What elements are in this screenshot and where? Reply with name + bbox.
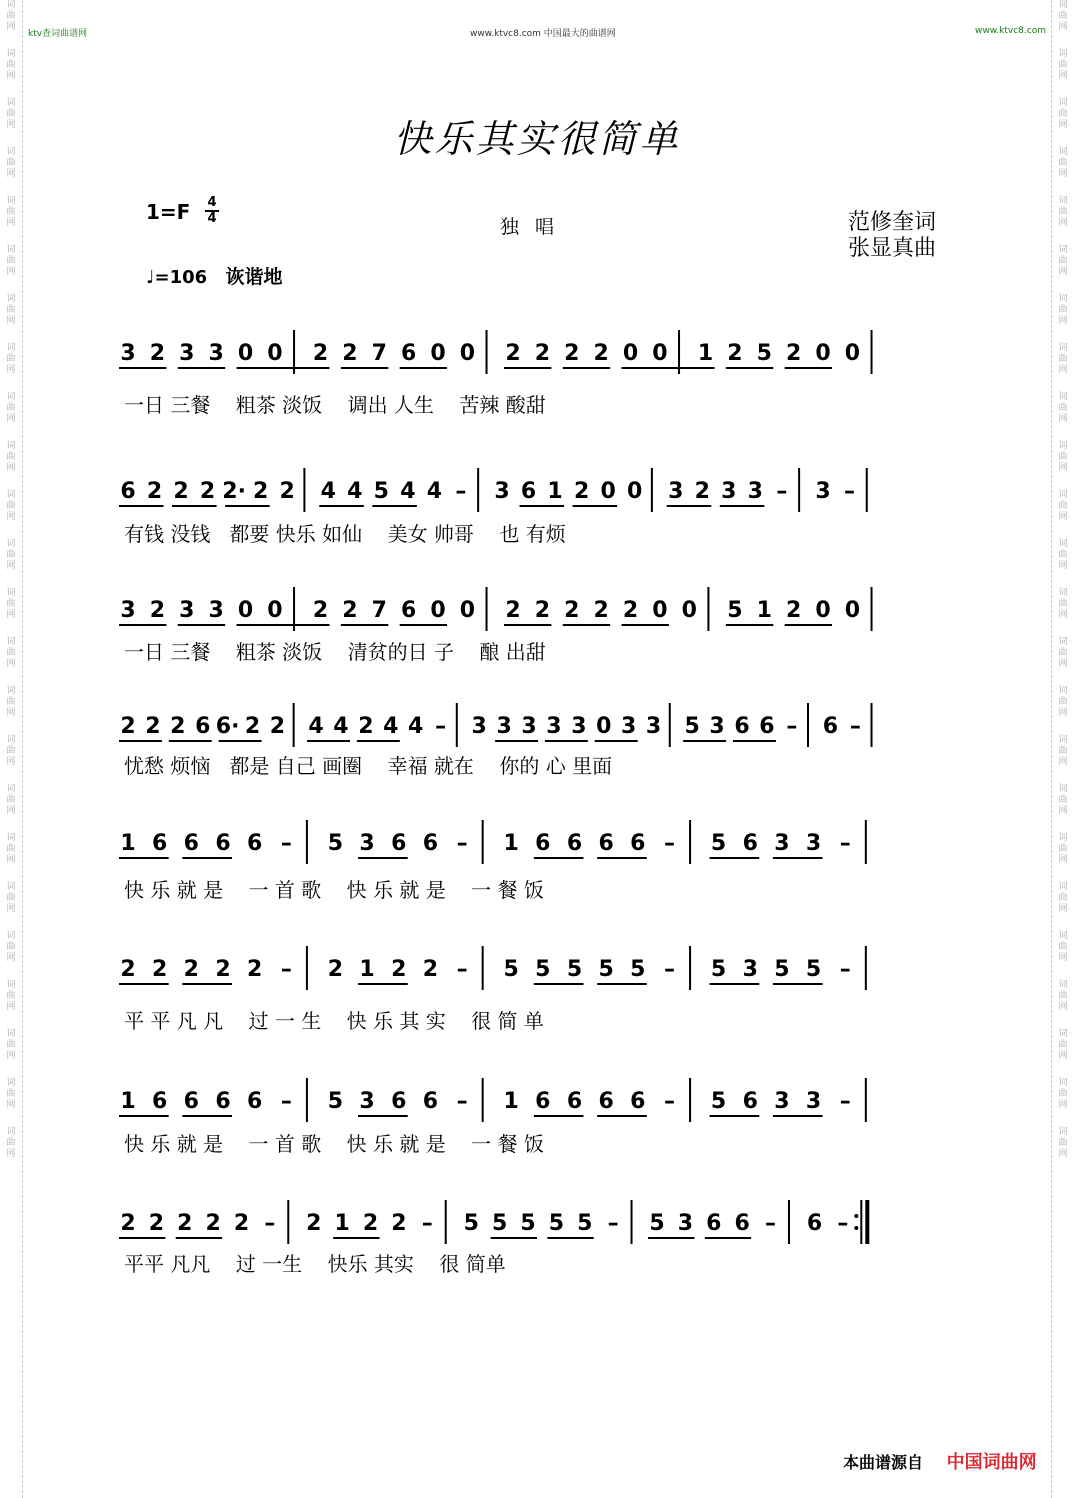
note: 1 xyxy=(334,1211,350,1236)
edge-stamp: 词曲网 xyxy=(1058,588,1068,620)
note: 3 xyxy=(621,714,637,739)
note: – xyxy=(664,957,675,982)
edge-stamp: 词曲网 xyxy=(6,196,16,228)
note: 2 xyxy=(391,1211,407,1236)
note: 2 xyxy=(149,598,166,623)
edge-stamp: 词曲网 xyxy=(6,294,16,326)
note: 4 xyxy=(426,479,443,504)
note: 2 xyxy=(342,341,358,366)
note: 7 xyxy=(371,341,387,366)
note: 2 xyxy=(148,1211,165,1236)
note: 3 xyxy=(494,479,510,504)
note: 2 xyxy=(534,341,551,366)
footer-brand: 中国词曲网 xyxy=(946,1452,1037,1473)
note: – xyxy=(421,1211,433,1236)
note: 0 xyxy=(681,598,697,623)
note: 6 xyxy=(598,1089,614,1114)
note: 4 xyxy=(347,479,363,504)
edge-stamp: 词曲网 xyxy=(6,98,16,130)
note: 2 xyxy=(534,598,551,623)
lyric-line: 快 乐 就 是 一 首 歌 快 乐 就 是 一 餐 饭 xyxy=(124,878,544,902)
note: 5 xyxy=(503,957,519,982)
key-signature: 1=F xyxy=(146,200,191,224)
note: – xyxy=(776,479,788,504)
note: 5 xyxy=(710,1089,727,1114)
time-signature-top: 4 xyxy=(207,195,217,210)
note: 5 xyxy=(327,1089,344,1114)
note: 4 xyxy=(400,479,416,504)
edge-stamp: 词曲网 xyxy=(1058,882,1068,914)
note: 2 xyxy=(149,341,166,366)
note: – xyxy=(664,1089,675,1114)
note: 4 xyxy=(320,479,336,504)
note: 6 xyxy=(215,831,231,856)
note: – xyxy=(839,957,851,982)
header-center-text: www.ktvc8.com 中国最大的曲谱网 xyxy=(470,29,616,39)
note: 3 xyxy=(179,598,195,623)
note: – xyxy=(435,714,447,739)
lyric-line: 一日 三餐 粗茶 淡饭 清贫的日 子 酿 出甜 xyxy=(124,640,546,664)
composer: 张显真曲 xyxy=(848,236,937,261)
note: 6 xyxy=(734,1211,750,1236)
note: 0 xyxy=(815,341,831,366)
note: 2 xyxy=(327,957,344,982)
note: 5 xyxy=(756,341,772,366)
lyric-line: 平 平 凡 凡 过 一 生 快 乐 其 实 很 简 单 xyxy=(124,1009,544,1033)
note: 0 xyxy=(600,479,616,504)
note: 6 xyxy=(215,1089,231,1114)
edge-stamp: 词曲网 xyxy=(1058,245,1068,277)
edge-stamp: 词曲网 xyxy=(6,833,16,865)
note: 0 xyxy=(626,479,643,504)
edge-stamp: 词曲网 xyxy=(1058,196,1068,228)
note: 2 xyxy=(177,1211,193,1236)
note: 0 xyxy=(652,598,668,623)
note: 6 xyxy=(734,714,750,739)
note: 2 xyxy=(233,1211,250,1236)
note: 2 xyxy=(694,479,710,504)
note: 2 xyxy=(358,714,374,739)
note: 6 xyxy=(630,831,646,856)
note: 5 xyxy=(577,1211,593,1236)
header-right-site: www.ktvc8.com xyxy=(975,26,1046,36)
note: 3 xyxy=(359,831,375,856)
note: 3 xyxy=(774,1089,790,1114)
note: 6· xyxy=(215,714,240,739)
note: 3 xyxy=(120,341,136,366)
note: – xyxy=(839,1089,851,1114)
note: 6 xyxy=(706,1211,722,1236)
edge-stamp: 词曲网 xyxy=(6,49,16,81)
edge-stamp: 词曲网 xyxy=(6,882,16,914)
note: 2 xyxy=(152,957,168,982)
note: 2 xyxy=(593,341,609,366)
note: 0 xyxy=(844,341,861,366)
edge-stamp: 词曲网 xyxy=(6,1078,16,1110)
note: 2 xyxy=(593,598,609,623)
note: – xyxy=(786,714,798,739)
edge-stamp: 词曲网 xyxy=(6,637,16,669)
note: 1 xyxy=(120,1089,136,1114)
note: 6 xyxy=(535,831,551,856)
repeat-dot xyxy=(854,1226,858,1230)
note: 5 xyxy=(535,957,551,982)
note: 3 xyxy=(571,714,587,739)
note: 6 xyxy=(566,1089,583,1114)
note: 5 xyxy=(710,957,727,982)
note: 2 xyxy=(573,479,590,504)
note: 6 xyxy=(152,831,168,856)
repeat-dot xyxy=(854,1214,858,1218)
note: 6 xyxy=(806,1211,823,1236)
note: 1 xyxy=(756,598,772,623)
note: 0 xyxy=(267,341,283,366)
note: 1 xyxy=(697,341,714,366)
edge-stamp: 词曲网 xyxy=(1058,539,1068,571)
note: 5 xyxy=(520,1211,536,1236)
note: 5 xyxy=(491,1211,508,1236)
note: 3 xyxy=(471,714,487,739)
edge-stamp: 词曲网 xyxy=(6,245,16,277)
note: 2 xyxy=(422,957,439,982)
note: 6 xyxy=(401,341,417,366)
note: 3 xyxy=(774,831,790,856)
note: – xyxy=(280,831,292,856)
edge-stamp: 词曲网 xyxy=(1058,637,1068,669)
note: 0 xyxy=(430,341,446,366)
note: – xyxy=(607,1211,619,1236)
note: 2 xyxy=(312,341,329,366)
note: 2 xyxy=(622,598,639,623)
note: 3 xyxy=(742,957,758,982)
note: 2 xyxy=(170,714,186,739)
note: 5 xyxy=(710,831,727,856)
tempo-value: ♩=106 xyxy=(146,267,208,288)
note: 0 xyxy=(622,341,639,366)
note: 5 xyxy=(727,598,743,623)
note: 3 xyxy=(359,1089,375,1114)
note: – xyxy=(456,957,468,982)
note: – xyxy=(456,1089,468,1114)
note: 6 xyxy=(422,831,439,856)
note: – xyxy=(280,1089,292,1114)
note: 6 xyxy=(520,479,537,504)
note: 6 xyxy=(247,1089,263,1114)
edge-stamp: 词曲网 xyxy=(1058,343,1068,375)
note: 2 xyxy=(564,598,580,623)
note: 2 xyxy=(146,479,163,504)
edge-stamp: 词曲网 xyxy=(6,392,16,424)
note: – xyxy=(664,831,675,856)
lyric-line: 一日 三餐 粗茶 淡饭 调出 人生 苦辣 酸甜 xyxy=(124,393,546,417)
note: 6 xyxy=(401,598,417,623)
edge-stamp: 词曲网 xyxy=(6,980,16,1012)
note: 3 xyxy=(747,479,763,504)
note: – xyxy=(765,1211,777,1236)
note: 6 xyxy=(742,1089,758,1114)
note: 3 xyxy=(208,341,224,366)
note: 2 xyxy=(252,479,269,504)
note: 6 xyxy=(183,1089,199,1114)
note: 0 xyxy=(815,598,831,623)
note: 1 xyxy=(359,957,375,982)
note: 4 xyxy=(308,714,324,739)
lyric-line: 快 乐 就 是 一 首 歌 快 乐 就 是 一 餐 饭 xyxy=(124,1132,544,1156)
note: 7 xyxy=(371,598,387,623)
note: 2 xyxy=(391,957,407,982)
note: 3 xyxy=(668,479,684,504)
note: 2 xyxy=(342,598,358,623)
note: 6 xyxy=(822,714,839,739)
note: 3 xyxy=(805,831,822,856)
edge-stamp: 词曲网 xyxy=(1058,0,1068,32)
note: 2 xyxy=(269,714,286,739)
note: 2 xyxy=(785,341,802,366)
note: 2 xyxy=(505,341,521,366)
edge-stamp: 词曲网 xyxy=(6,735,16,767)
note: 2 xyxy=(785,598,802,623)
note: 6 xyxy=(120,479,136,504)
note: 2 xyxy=(564,341,580,366)
note: 0 xyxy=(596,714,612,739)
note: 6 xyxy=(422,1089,439,1114)
note: 2 xyxy=(145,714,161,739)
note: – xyxy=(839,831,851,856)
note: 0 xyxy=(652,341,668,366)
edge-stamp: 词曲网 xyxy=(1058,784,1068,816)
note: 2 xyxy=(362,1211,379,1236)
note: 5 xyxy=(684,714,700,739)
edge-stamp: 词曲网 xyxy=(6,1029,16,1061)
note: 6 xyxy=(195,714,211,739)
edge-stamp: 词曲网 xyxy=(1058,98,1068,130)
note: 2 xyxy=(306,1211,322,1236)
note: 5 xyxy=(630,957,646,982)
note: 1 xyxy=(120,831,136,856)
note: 5 xyxy=(463,1211,479,1236)
note: 3 xyxy=(709,714,725,739)
note: 6 xyxy=(742,831,758,856)
note: 0 xyxy=(430,598,446,623)
edge-stamp: 词曲网 xyxy=(1058,1078,1068,1110)
note: 1 xyxy=(503,831,519,856)
note: 2 xyxy=(505,598,521,623)
note: 6 xyxy=(535,1089,551,1114)
note: 2 xyxy=(727,341,743,366)
edge-stamp: 词曲网 xyxy=(1058,392,1068,424)
note: 0 xyxy=(844,598,861,623)
note: 2 xyxy=(120,1211,136,1236)
note: 1 xyxy=(547,479,563,504)
note: 3 xyxy=(677,1211,694,1236)
time-signature-bottom: 4 xyxy=(207,211,217,226)
note: 6 xyxy=(391,831,407,856)
note: 3 xyxy=(721,479,737,504)
note: 6 xyxy=(630,1089,646,1114)
note: 2 xyxy=(173,479,189,504)
note: – xyxy=(455,479,467,504)
edge-stamp: 词曲网 xyxy=(6,539,16,571)
note: 6 xyxy=(759,714,775,739)
note: 0 xyxy=(267,598,283,623)
note: 5 xyxy=(598,957,614,982)
note: – xyxy=(456,831,468,856)
note: 6 xyxy=(566,831,583,856)
edge-stamp: 词曲网 xyxy=(6,490,16,522)
note: 3 xyxy=(120,598,136,623)
edge-stamp: 词曲网 xyxy=(6,343,16,375)
note: 3 xyxy=(805,1089,822,1114)
note: 2· xyxy=(222,479,246,504)
edge-stamp: 词曲网 xyxy=(1058,49,1068,81)
note: 3 xyxy=(179,341,195,366)
edge-stamp: 词曲网 xyxy=(6,931,16,963)
edge-stamp: 词曲网 xyxy=(6,1127,16,1159)
note: – xyxy=(849,714,861,739)
note: 2 xyxy=(244,714,261,739)
edge-stamp: 词曲网 xyxy=(1058,735,1068,767)
note: 6 xyxy=(391,1089,407,1114)
note: 2 xyxy=(215,957,231,982)
edge-stamp: 词曲网 xyxy=(6,588,16,620)
edge-stamp: 词曲网 xyxy=(6,686,16,718)
edge-stamp: 词曲网 xyxy=(1058,980,1068,1012)
edge-stamp: 词曲网 xyxy=(1058,1127,1068,1159)
header-left-site: ktv查词曲谱网 xyxy=(28,29,88,39)
note: 3 xyxy=(645,714,662,739)
note: 2 xyxy=(279,479,295,504)
note: 0 xyxy=(459,598,476,623)
lyric-line: 有钱 没钱 都要 快乐 如仙 美女 帅哥 也 有烦 xyxy=(124,522,566,546)
note: 6 xyxy=(598,831,614,856)
note: 5 xyxy=(373,479,389,504)
note: 5 xyxy=(548,1211,565,1236)
note: 3 xyxy=(208,598,224,623)
note: 6 xyxy=(152,1089,168,1114)
note: 3 xyxy=(815,479,831,504)
footer-source-text: 本曲谱源自 xyxy=(843,1453,924,1472)
note: 2 xyxy=(312,598,329,623)
note: 0 xyxy=(237,341,254,366)
edge-stamp: 词曲网 xyxy=(6,0,16,32)
note: 5 xyxy=(566,957,583,982)
note: 2 xyxy=(120,714,136,739)
note: 5 xyxy=(774,957,790,982)
note: 2 xyxy=(247,957,263,982)
edge-stamp: 词曲网 xyxy=(6,441,16,473)
edge-stamp: 词曲网 xyxy=(1058,1029,1068,1061)
edge-stamp: 词曲网 xyxy=(1058,490,1068,522)
note: 2 xyxy=(120,957,136,982)
note: 6 xyxy=(247,831,263,856)
note: 5 xyxy=(805,957,822,982)
note: 2 xyxy=(205,1211,221,1236)
note: 4 xyxy=(383,714,399,739)
note: 3 xyxy=(496,714,512,739)
mood-marking: 诙谐地 xyxy=(225,266,283,288)
edge-stamp: 词曲网 xyxy=(1058,931,1068,963)
footer-source xyxy=(843,1448,1037,1474)
lyric-line: 忧愁 烦恼 都是 自己 画圈 幸福 就在 你的 心 里面 xyxy=(124,754,613,778)
note: 0 xyxy=(237,598,254,623)
performance-type: 独唱 xyxy=(500,216,571,238)
lyricist: 范修奎词 xyxy=(848,210,937,235)
note: – xyxy=(844,479,856,504)
lyric-line: 平平 凡凡 过 一生 快乐 其实 很 简单 xyxy=(124,1252,506,1276)
edge-stamp: 词曲网 xyxy=(1058,686,1068,718)
note: – xyxy=(264,1211,276,1236)
note: 6 xyxy=(183,831,199,856)
note: 2 xyxy=(183,957,199,982)
note: 5 xyxy=(327,831,344,856)
song-title: 快乐其实很简单 xyxy=(393,117,681,161)
edge-stamp: 词曲网 xyxy=(1058,147,1068,179)
note: – xyxy=(280,957,292,982)
note: 5 xyxy=(649,1211,665,1236)
note: 4 xyxy=(333,714,349,739)
edge-stamp: 词曲网 xyxy=(1058,833,1068,865)
edge-stamp: 词曲网 xyxy=(6,784,16,816)
note: 1 xyxy=(503,1089,519,1114)
edge-stamp: 词曲网 xyxy=(1058,294,1068,326)
note: 4 xyxy=(408,714,424,739)
edge-stamp: 词曲网 xyxy=(6,147,16,179)
edge-stamp: 词曲网 xyxy=(1058,441,1068,473)
note: 3 xyxy=(521,714,537,739)
note: 2 xyxy=(199,479,216,504)
note: – xyxy=(837,1211,849,1236)
note: 0 xyxy=(459,341,476,366)
note: 3 xyxy=(546,714,562,739)
